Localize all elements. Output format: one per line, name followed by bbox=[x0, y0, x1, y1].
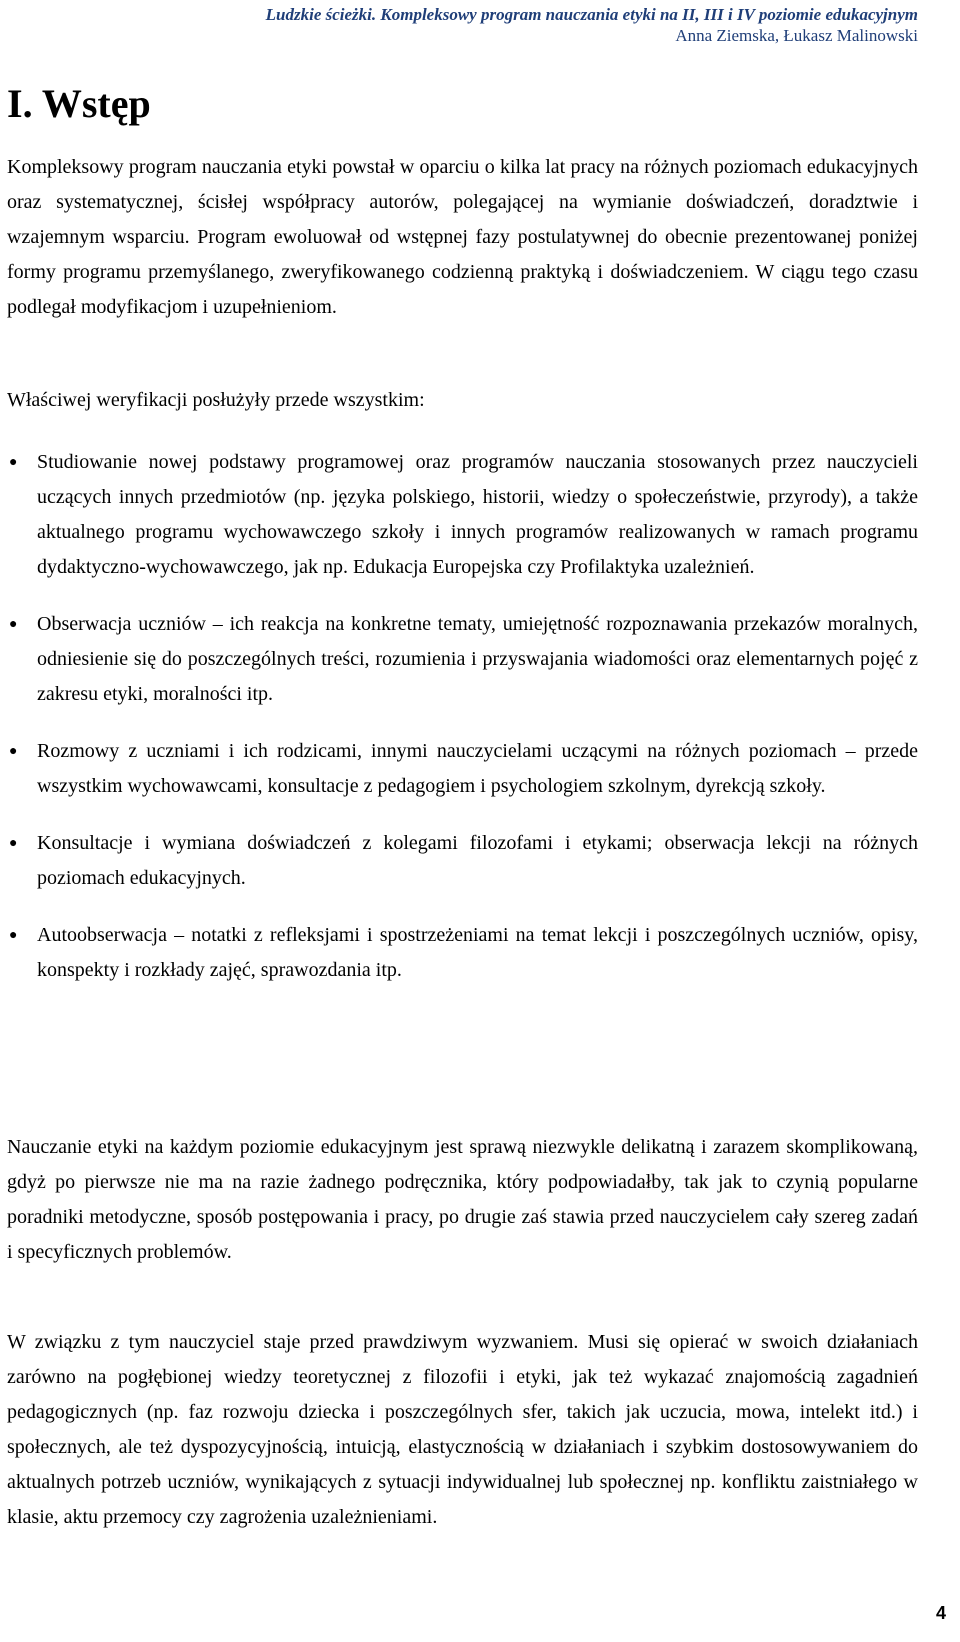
bullet-icon: ● bbox=[9, 836, 18, 851]
list-lead-paragraph: Właściwej weryfikacji posłużyły przede wszystkim: bbox=[7, 389, 425, 411]
teaching-difficulty-paragraph: Nauczanie etyki na każdym poziomie edukacyjnym jest sprawą niezwykle delikatną i zarazem skomplikowaną, gdyż po pierwsze nie ma na razie żadnego podręcznika, który podpowiadałby, tak jak to czynią popularne poradniki metodyczne, sposób postępowania i pracy, po drugie zaś stawia przed nauczycielem cały szereg zadań i specyficznych problemów. bbox=[7, 1136, 918, 1263]
section-title: I. Wstęp bbox=[7, 81, 151, 126]
intro-paragraph: Kompleksowy program nauczania etyki powstał w oparciu o kilka lat pracy na różnych poziomach edukacyjnych oraz systematycznej, ścisłej współpracy autorów, polegającej na wymianie doświadczeń, doradztwie i wzajemnym wsparciu. Program ewoluował od wstępnej fazy postulatywnej do obecnie prezentowanej poniżej formy programu przemyślanego, zweryfikowanego codzienną praktyką i doświadczeniem. W ciągu tego czasu podlegał modyfikacjom i uzupełnieniom. bbox=[7, 156, 918, 318]
bullet-icon: ● bbox=[9, 455, 18, 470]
list-item-text: Konsultacje i wymiana doświadczeń z kolegami filozofami i etykami; obserwacja lekcji na różnych poziomach edukacyjnych. bbox=[37, 832, 918, 889]
bullet-icon: ● bbox=[9, 617, 18, 632]
teacher-challenge-paragraph: W związku z tym nauczyciel staje przed prawdziwym wyzwaniem. Musi się opierać w swoich działaniach zarówno na pogłębionej wiedzy teoretycznej z filozofii i etyki, jak też wykazać znajomością zagadnień pedagogicznych (np. faz rozwoju dziecka i poszczególnych sfer, takich jak uczucia, mowa, intelekt itd.) i społecznych, ale też dyspozycyjnością, intuicją, elastycznością w działaniach i szybkim dostosowywaniem do aktualnych potrzeb uczniów, wynikających z sytuacji indywidualnej lub społecznej np. konfliktu zaistniałego w klasie, aktu przemocy czy zagrożenia uzależnieniami. bbox=[7, 1331, 918, 1528]
page-number: 4 bbox=[935, 1603, 946, 1623]
list-item bbox=[7, 734, 918, 804]
running-header bbox=[266, 4, 918, 46]
list-item-text: Rozmowy z uczniami i ich rodzicami, innymi nauczycielami uczącymi na różnych poziomach – przede wszystkim wychowawcami, konsultacje z pedagogiem i psychologiem szkolnym, dyrekcją szkoły. bbox=[37, 740, 918, 797]
list-item bbox=[7, 918, 918, 988]
bullet-icon: ● bbox=[9, 744, 18, 759]
header-book-title: Ludzkie ścieżki. Kompleksowy program nauczania etyki na II, III i IV poziomie edukacyjnym bbox=[265, 5, 918, 24]
list-item bbox=[7, 826, 918, 896]
list-item-text: Obserwacja uczniów – ich reakcja na konkretne tematy, umiejętność rozpoznawania przekazów moralnych, odniesienie się do poszczególnych treści, rozumienia i przyswajania wiadomości oraz elementarnych pojęć z zakresu etyki, moralności itp. bbox=[37, 613, 918, 705]
list-item-text: Studiowanie nowej podstawy programowej oraz programów nauczania stosowanych przez nauczycieli uczących innych przedmiotów (np. języka polskiego, historii, wiedzy o społeczeństwie, przyrody), a także aktualnego programu wychowawczego szkoły i innych programów realizowanych w ramach programu dydaktyczno-wychowawczego, jak np. Edukacja Europejska czy Profilaktyka uzależnień. bbox=[37, 451, 918, 578]
bullet-icon: ● bbox=[9, 928, 18, 943]
list-item bbox=[7, 445, 918, 585]
list-item bbox=[7, 607, 918, 712]
list-item-text: Autoobserwacja – notatki z refleksjami i spostrzeżeniami na temat lekcji i poszczególnych uczniów, opisy, konspekty i rozkłady zajęć, sprawozdania itp. bbox=[37, 924, 918, 981]
verification-list bbox=[7, 445, 918, 1010]
header-authors: Anna Ziemska, Łukasz Malinowski bbox=[675, 26, 918, 45]
